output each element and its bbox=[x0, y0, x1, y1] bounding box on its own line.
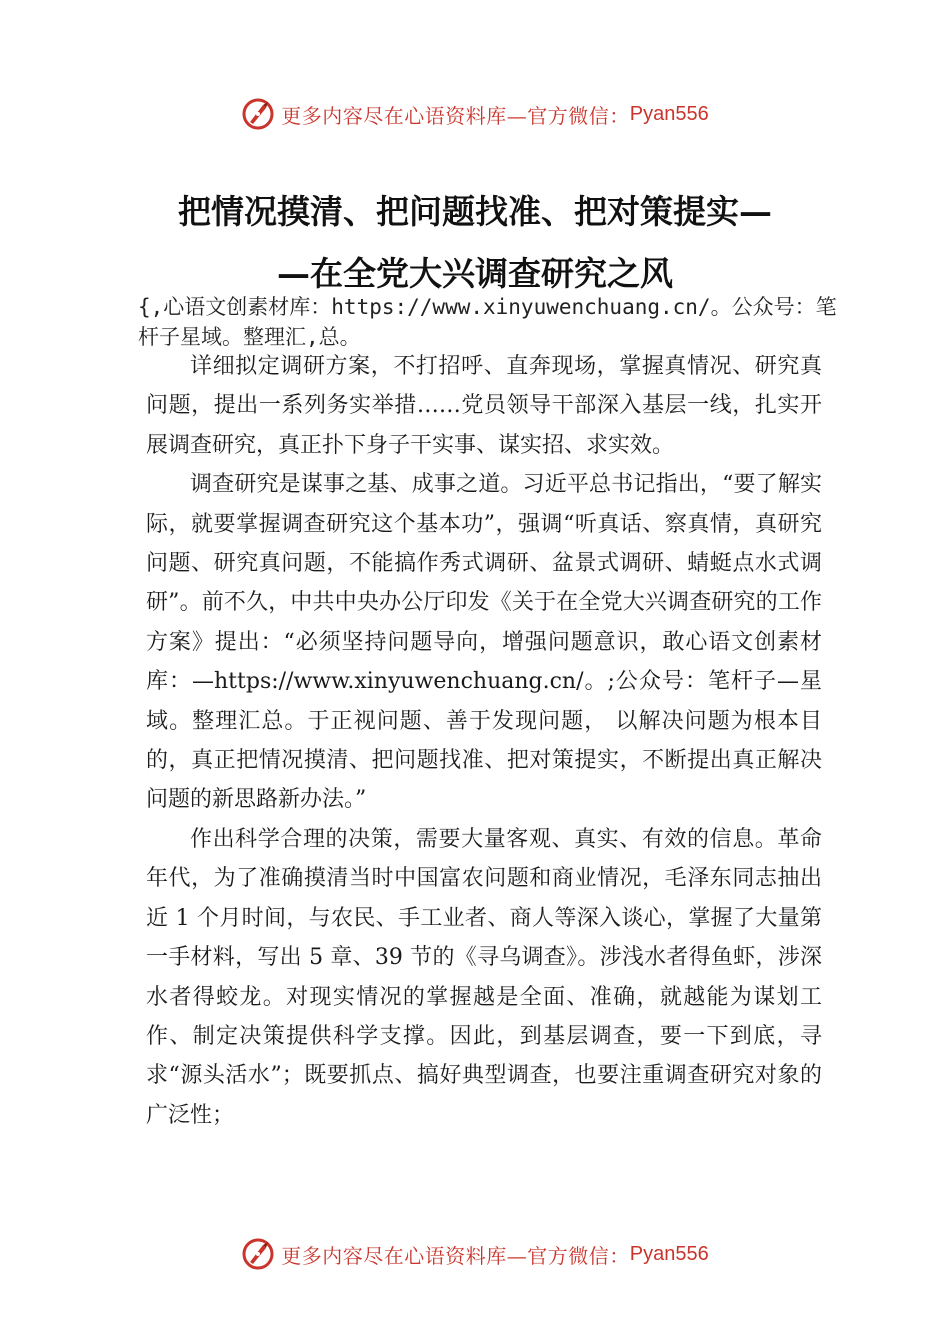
header-banner bbox=[0, 92, 950, 136]
source-note: {,心语文创素材库：https://www.xinyuwenchuang.cn/。公众号：笔杆子星域。整理汇,总。 bbox=[138, 295, 837, 349]
article-body bbox=[146, 347, 822, 1135]
document-title-line-2: —在全党大兴调查研究之风 bbox=[277, 254, 673, 293]
quill-pen-logo-icon bbox=[241, 97, 275, 131]
banner-wechat-id: Pyan556 bbox=[629, 102, 709, 125]
banner-text: 更多内容尽在心语资料库—官方微信： bbox=[281, 103, 630, 128]
quill-pen-logo-icon bbox=[241, 1237, 275, 1271]
banner-wechat-id: Pyan556 bbox=[629, 1242, 709, 1265]
footer-banner bbox=[0, 1232, 950, 1276]
banner-text: 更多内容尽在心语资料库—官方微信： bbox=[281, 1243, 630, 1268]
paragraph: 作出科学合理的决策，需要大量客观、真实、有效的信息。革命年代，为了准确摸清当时中国富农问题和商业情况，毛泽东同志抽出近 1 个月时间，与农民、手工业者、商人等深入谈心，掌握了大量第一手材料，写出 5 章、39 节的《寻乌调查》。涉浅水者得鱼虾，涉深水者得蛟龙。对现实情况的掌握越是全面、准确，就越能为谋划工作、制定决策提供科学支撑。因此，到基层调查，要一下到底，寻求“源头活水”；既要抓点、搞好典型调查，也要注重调查研究对象的广泛性； bbox=[146, 826, 822, 1128]
paragraph: 调查研究是谋事之基、成事之道。习近平总书记指出，“要了解实际，就要掌握调查研究这个基本功”，强调“听真话、察真情，真研究问题、研究真问题，不能搞作秀式调研、盆景式调研、蜻蜓点水式调研”。前不久，中共中央办公厅印发《关于在全党大兴调查研究的工作方案》提出：“必须坚持问题导向，增强问题意识，敢心语文创素材库：—https://www.xinyuwenchuang.cn/。;公众号：笔杆子—星域。整理汇总。于正视问题、善于发现问题， 以解决问题为根本目的，真正把情况摸清、把问题找准、把对策提实，不断提出真正解决问题的新思路新办法。” bbox=[146, 472, 822, 813]
paragraph: 详细拟定调研方案，不打招呼、直奔现场，掌握真情况、研究真问题，提出一系列务实举措……党员领导干部深入基层一线，扎实开展调查研究，真正扑下身子干实事、谋实招、求实效。 bbox=[146, 354, 822, 458]
document-title-line-1: 把情况摸清、把问题找准、把对策提实— bbox=[178, 192, 772, 231]
